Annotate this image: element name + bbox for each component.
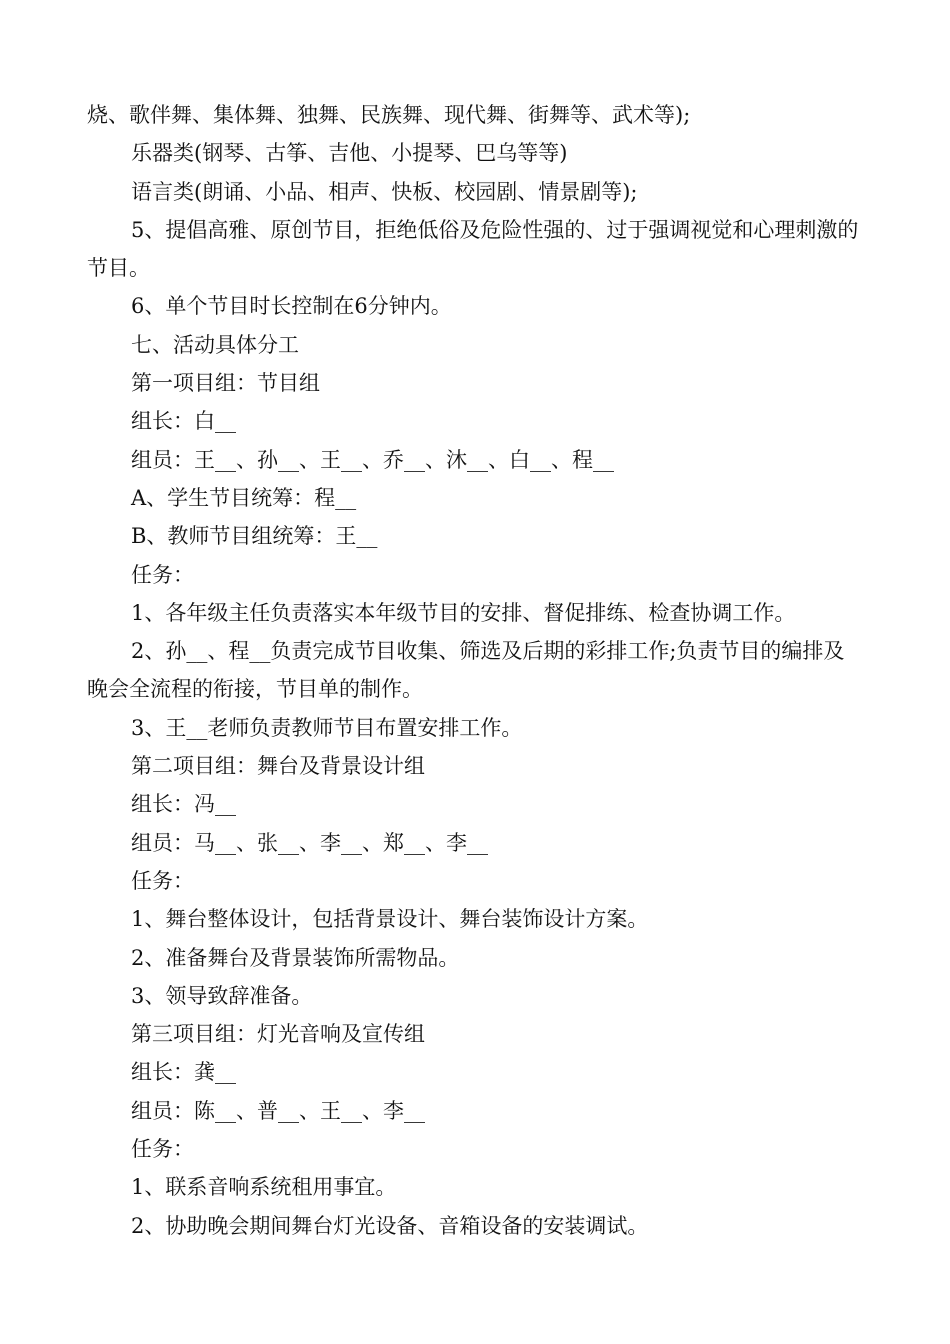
document-body	[87, 96, 865, 1245]
group-1-task-1: 1、各年级主任负责落实本年级节目的安排、督促排练、检查协调工作。	[131, 600, 796, 625]
group-2-task-2: 2、准备舞台及背景装饰所需物品。	[131, 945, 460, 970]
paragraph-instrument-types: 乐器类(钢琴、古筝、吉他、小提琴、巴乌等等)	[131, 141, 568, 166]
group-2-leader: 组长：冯__	[131, 792, 236, 817]
group-2-task-3: 3、领导致辞准备。	[131, 983, 313, 1008]
group-3-task-1: 1、联系音响系统租用事宜。	[131, 1175, 397, 1200]
paragraph-rule-6: 6、单个节目时长控制在6分钟内。	[131, 294, 452, 319]
paragraph-rule-5: 5、提倡高雅、原创节目，拒绝低俗及危险性强的、过于强调视觉和心理刺激的节目。	[87, 217, 859, 281]
group-1-title: 第一项目组：节目组	[131, 371, 320, 396]
paragraph-language-types: 语言类(朗诵、小品、相声、快板、校园剧、情景剧等);	[131, 179, 638, 204]
group-1-leader: 组长：白__	[131, 409, 236, 434]
group-3-tasks-label: 任务：	[131, 1137, 194, 1162]
group-1-teacher-coordinator: B、教师节目组统筹：王__	[131, 524, 378, 549]
group-3-leader: 组长：龚__	[131, 1060, 236, 1085]
group-1-members: 组员：王__、孙__、王__、乔__、沐__、白__、程__	[131, 447, 614, 472]
paragraph-dance-types-continued: 烧、歌伴舞、集体舞、独舞、民族舞、现代舞、街舞等、武术等);	[87, 103, 691, 127]
group-2-tasks-label: 任务：	[131, 868, 194, 893]
group-3-members: 组员：陈__、普__、王__、李__	[131, 1098, 425, 1123]
group-3-title: 第三项目组：灯光音响及宣传组	[131, 1022, 425, 1047]
group-3-task-2: 2、协助晚会期间舞台灯光设备、音箱设备的安装调试。	[131, 1213, 649, 1238]
group-2-members: 组员：马__、张__、李__、郑__、李__	[131, 830, 488, 855]
group-1-student-coordinator: A、学生节目统筹：程__	[131, 485, 357, 510]
group-2-task-1: 1、舞台整体设计，包括背景设计、舞台装饰设计方案。	[131, 907, 649, 932]
section-heading-division-of-work: 七、活动具体分工	[131, 332, 299, 357]
group-2-title: 第二项目组：舞台及背景设计组	[131, 754, 425, 779]
group-1-task-2: 2、孙__、程__负责完成节目收集、筛选及后期的彩排工作;负责节目的编排及晚会全流程的衔接，节目单的制作。	[87, 639, 845, 702]
group-1-tasks-label: 任务：	[131, 562, 194, 587]
group-1-task-3: 3、王__老师负责教师节目布置安排工作。	[131, 715, 523, 740]
